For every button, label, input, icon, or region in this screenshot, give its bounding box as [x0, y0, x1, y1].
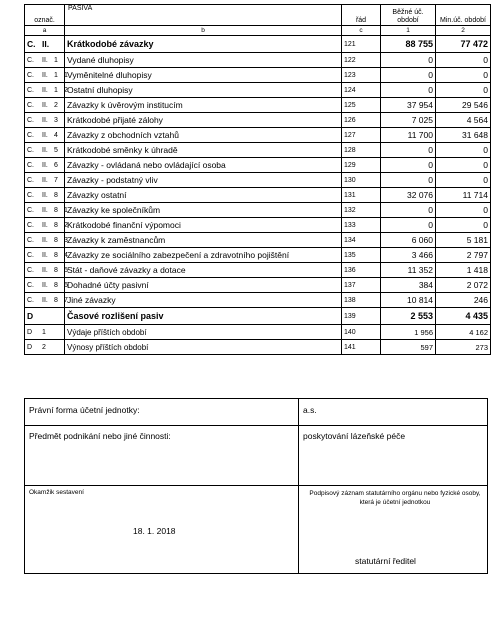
row-number: 129: [342, 158, 381, 173]
row-code: [25, 308, 65, 325]
row-current-value: 88 755: [381, 36, 436, 53]
row-current-value: 597: [381, 340, 436, 355]
row-code-part: C.: [27, 101, 34, 109]
row-label: Ostatní dluhopisy: [65, 83, 342, 98]
row-code-part: II.: [42, 251, 48, 259]
row-code-part: 8: [54, 191, 58, 199]
row-previous-value: 4 564: [436, 113, 491, 128]
row-code-part: C.: [27, 116, 34, 124]
table-row: [25, 173, 491, 188]
row-label: Výnosy příštích období: [65, 340, 342, 355]
row-label: Vydané dluhopisy: [65, 53, 342, 68]
row-code-part: 4: [54, 131, 58, 139]
row-code: [25, 128, 65, 143]
row-code: [25, 158, 65, 173]
row-previous-value: 0: [436, 218, 491, 233]
header-previous: Min.úč. období: [436, 5, 491, 26]
row-previous-value: 0: [436, 83, 491, 98]
row-number: 123: [342, 68, 381, 83]
row-code-part: C.: [27, 266, 34, 274]
row-code-part: II.: [42, 116, 48, 124]
row-label: Časové rozlišení pasiv: [65, 308, 342, 325]
table-row: [25, 248, 491, 263]
row-current-value: 7 025: [381, 113, 436, 128]
row-label: Závazky - podstatný vliv: [65, 173, 342, 188]
row-code-part: C.: [27, 206, 34, 214]
row-number: 121: [342, 36, 381, 53]
row-previous-value: 0: [436, 68, 491, 83]
header-pasiva: PASIVA: [65, 5, 342, 26]
row-label: Závazky k úvěrovým institucím: [65, 98, 342, 113]
row-code-part: 2: [64, 221, 68, 229]
row-code-part: II.: [42, 86, 48, 94]
row-label: Závazky z obchodních vztahů: [65, 128, 342, 143]
row-code-part: 1: [54, 71, 58, 79]
row-current-value: 0: [381, 173, 436, 188]
row-label: Krátkodobé přijaté zálohy: [65, 113, 342, 128]
row-code-part: II.: [42, 281, 48, 289]
row-code-part: 8: [54, 221, 58, 229]
row-code-part: C.: [27, 86, 34, 94]
row-number: 139: [342, 308, 381, 325]
row-code: [25, 233, 68, 248]
row-code-part: C.: [27, 161, 34, 169]
col-c: c: [342, 26, 381, 36]
row-code-part: II.: [42, 266, 48, 274]
row-code-part: 1: [54, 86, 58, 94]
row-code-part: C.: [27, 191, 34, 199]
table-row: [25, 188, 491, 203]
row-code-part: C.: [27, 296, 34, 304]
row-label: Jiné závazky: [65, 293, 342, 308]
row-code-part: C.: [27, 146, 34, 154]
row-number: 131: [342, 188, 381, 203]
row-code-part: 5: [54, 146, 58, 154]
row-code-part: II.: [42, 176, 48, 184]
row-code-part: C.: [27, 176, 34, 184]
row-code-part: C.: [27, 236, 34, 244]
table-row: [25, 233, 491, 248]
row-label: Závazky ke společníkům: [65, 203, 342, 218]
divider: [25, 425, 487, 426]
row-number: 137: [342, 278, 381, 293]
row-code-part: C.: [27, 71, 34, 79]
business-label: Předmět podnikání nebo jiné činnosti:: [29, 431, 171, 441]
row-current-value: 11 352: [381, 263, 436, 278]
row-number: 130: [342, 173, 381, 188]
row-code-part: 4: [64, 251, 68, 259]
row-number: 140: [342, 325, 381, 340]
row-previous-value: 4 435: [436, 308, 491, 325]
row-code-part: C.: [27, 251, 34, 259]
row-code-part: 8: [54, 206, 58, 214]
row-code-part: II.: [42, 206, 48, 214]
legal-form-value: a.s.: [303, 405, 317, 415]
row-previous-value: 0: [436, 53, 491, 68]
row-previous-value: 0: [436, 203, 491, 218]
col-1: 1: [381, 26, 436, 36]
row-number: 122: [342, 53, 381, 68]
row-label: Závazky ostatní: [65, 188, 342, 203]
row-code-part: D: [27, 328, 33, 336]
table-row: [25, 308, 491, 325]
row-label: Krátkodobé závazky: [65, 36, 342, 53]
row-code: [25, 83, 68, 98]
row-number: 125: [342, 98, 381, 113]
row-code: [25, 36, 65, 53]
row-code-part: 8: [54, 251, 58, 259]
row-number: 132: [342, 203, 381, 218]
row-code: [25, 293, 68, 308]
col-2: 2: [436, 26, 491, 36]
row-code-part: 1: [54, 56, 58, 64]
legal-form-label: Právní forma účetní jednotky:: [29, 405, 140, 415]
row-code-part: 5: [64, 266, 68, 274]
row-current-value: 1 956: [381, 325, 436, 340]
row-code-part: II.: [42, 131, 48, 139]
row-code: [25, 53, 65, 68]
row-label: Krátkodobé finanční výpomoci: [65, 218, 342, 233]
row-current-value: 0: [381, 83, 436, 98]
row-code-part: C.: [27, 38, 36, 49]
row-code-part: 2: [54, 101, 58, 109]
row-label: Stát - daňové závazky a dotace: [65, 263, 342, 278]
row-number: 135: [342, 248, 381, 263]
table-row: [25, 203, 491, 218]
table-row: [25, 98, 491, 113]
row-code-part: 8: [54, 266, 58, 274]
row-code-part: C.: [27, 56, 34, 64]
date-value: 18. 1. 2018: [133, 526, 176, 536]
row-code: [25, 98, 65, 113]
table-row: [25, 143, 491, 158]
row-label: Závazky ze sociálního zabezpečení a zdravotního pojištění: [65, 248, 342, 263]
table-row: [25, 53, 491, 68]
table-row: [25, 36, 491, 53]
row-code-part: D: [27, 310, 34, 321]
row-code-part: 1: [64, 206, 68, 214]
row-label: Dohadné účty pasivní: [65, 278, 342, 293]
row-previous-value: 31 648: [436, 128, 491, 143]
row-code-part: 8: [54, 236, 58, 244]
row-code: [25, 278, 68, 293]
row-code-part: II.: [42, 221, 48, 229]
table-row: [25, 113, 491, 128]
row-code-part: 7: [64, 296, 68, 304]
row-current-value: 6 060: [381, 233, 436, 248]
letters-row: [25, 26, 491, 36]
col-b: b: [65, 26, 342, 36]
row-code-part: 2: [64, 86, 68, 94]
row-previous-value: 0: [436, 173, 491, 188]
row-label: Krátkodobé směnky k úhradě: [65, 143, 342, 158]
row-code-part: C.: [27, 281, 34, 289]
row-label: Závazky k zaměstnancům: [65, 233, 342, 248]
row-current-value: 3 466: [381, 248, 436, 263]
business-value: poskytování lázeňské péče: [303, 431, 406, 441]
row-previous-value: 29 546: [436, 98, 491, 113]
row-number: 138: [342, 293, 381, 308]
row-code: [25, 173, 65, 188]
row-code: [25, 248, 68, 263]
row-number: 133: [342, 218, 381, 233]
table-row: [25, 293, 491, 308]
row-number: 136: [342, 263, 381, 278]
table-row: [25, 68, 491, 83]
row-current-value: 2 553: [381, 308, 436, 325]
row-code-part: 1: [64, 71, 68, 79]
row-code-part: II.: [42, 56, 48, 64]
row-code: [25, 325, 65, 340]
header-current: Běžné úč. období: [381, 5, 436, 26]
row-current-value: 0: [381, 53, 436, 68]
row-current-value: 0: [381, 203, 436, 218]
row-label: Výdaje příštích období: [65, 325, 342, 340]
row-number: 141: [342, 340, 381, 355]
row-current-value: 32 076: [381, 188, 436, 203]
header-radek: řád: [342, 5, 381, 26]
row-code: [25, 113, 65, 128]
row-current-value: 37 954: [381, 98, 436, 113]
row-code-part: 7: [54, 176, 58, 184]
row-code-part: II.: [42, 146, 48, 154]
row-number: 134: [342, 233, 381, 248]
row-code-part: C.: [27, 221, 34, 229]
table-row: [25, 128, 491, 143]
row-previous-value: 0: [436, 143, 491, 158]
row-code-part: 6: [64, 281, 68, 289]
table-row: [25, 263, 491, 278]
row-code-part: II.: [42, 191, 48, 199]
row-current-value: 0: [381, 158, 436, 173]
row-current-value: 0: [381, 218, 436, 233]
row-previous-value: 1 418: [436, 263, 491, 278]
table-row: [25, 158, 491, 173]
row-number: 128: [342, 143, 381, 158]
row-code-part: 3: [64, 236, 68, 244]
row-current-value: 10 814: [381, 293, 436, 308]
table-row: [25, 325, 491, 340]
header-oznac: označ.: [25, 5, 65, 26]
table-row: [25, 218, 491, 233]
row-code-part: II.: [42, 101, 48, 109]
row-previous-value: 11 714: [436, 188, 491, 203]
row-label: Vyměnitelné dluhopisy: [65, 68, 342, 83]
row-previous-value: 77 472: [436, 36, 491, 53]
footer-box: [24, 398, 488, 574]
signature-value: statutární ředitel: [355, 556, 416, 566]
row-current-value: 0: [381, 68, 436, 83]
table-row: [25, 278, 491, 293]
row-current-value: 0: [381, 143, 436, 158]
signature-label: Podpisový záznam statutárního orgánu nebo fyzické osoby, která je účetní jednotkou: [309, 490, 481, 506]
row-previous-value: 273: [436, 340, 491, 355]
row-code-part: C.: [27, 131, 34, 139]
balance-table: [24, 4, 491, 355]
row-code-part: II.: [42, 38, 50, 49]
row-code-part: II.: [42, 71, 48, 79]
row-previous-value: 0: [436, 158, 491, 173]
row-code: [25, 68, 68, 83]
row-code-part: II.: [42, 161, 48, 169]
row-code: [25, 188, 65, 203]
row-code-part: II.: [42, 296, 48, 304]
row-previous-value: 4 162: [436, 325, 491, 340]
row-current-value: 11 700: [381, 128, 436, 143]
row-previous-value: 5 181: [436, 233, 491, 248]
row-code-part: 2: [42, 343, 46, 351]
row-code-part: 8: [54, 281, 58, 289]
table-row: [25, 340, 491, 355]
row-code-part: II.: [42, 236, 48, 244]
row-code: [25, 340, 65, 355]
row-previous-value: 2 797: [436, 248, 491, 263]
row-previous-value: 246: [436, 293, 491, 308]
row-number: 126: [342, 113, 381, 128]
col-a: a: [25, 26, 65, 36]
row-code: [25, 203, 68, 218]
row-number: 124: [342, 83, 381, 98]
row-code: [25, 143, 65, 158]
table-body: [25, 36, 491, 355]
row-previous-value: 2 072: [436, 278, 491, 293]
date-label: Okamžik sestavení: [29, 489, 84, 496]
row-code: [25, 263, 68, 278]
divider: [298, 399, 299, 573]
row-code-part: 8: [54, 296, 58, 304]
table-row: [25, 83, 491, 98]
row-code-part: 1: [42, 328, 46, 336]
header-row: [25, 5, 491, 26]
divider: [25, 485, 487, 486]
row-code-part: 3: [54, 116, 58, 124]
row-code: [25, 218, 68, 233]
row-current-value: 384: [381, 278, 436, 293]
row-number: 127: [342, 128, 381, 143]
row-label: Závazky - ovládaná nebo ovládající osoba: [65, 158, 342, 173]
row-code-part: 6: [54, 161, 58, 169]
row-code-part: D: [27, 343, 33, 351]
